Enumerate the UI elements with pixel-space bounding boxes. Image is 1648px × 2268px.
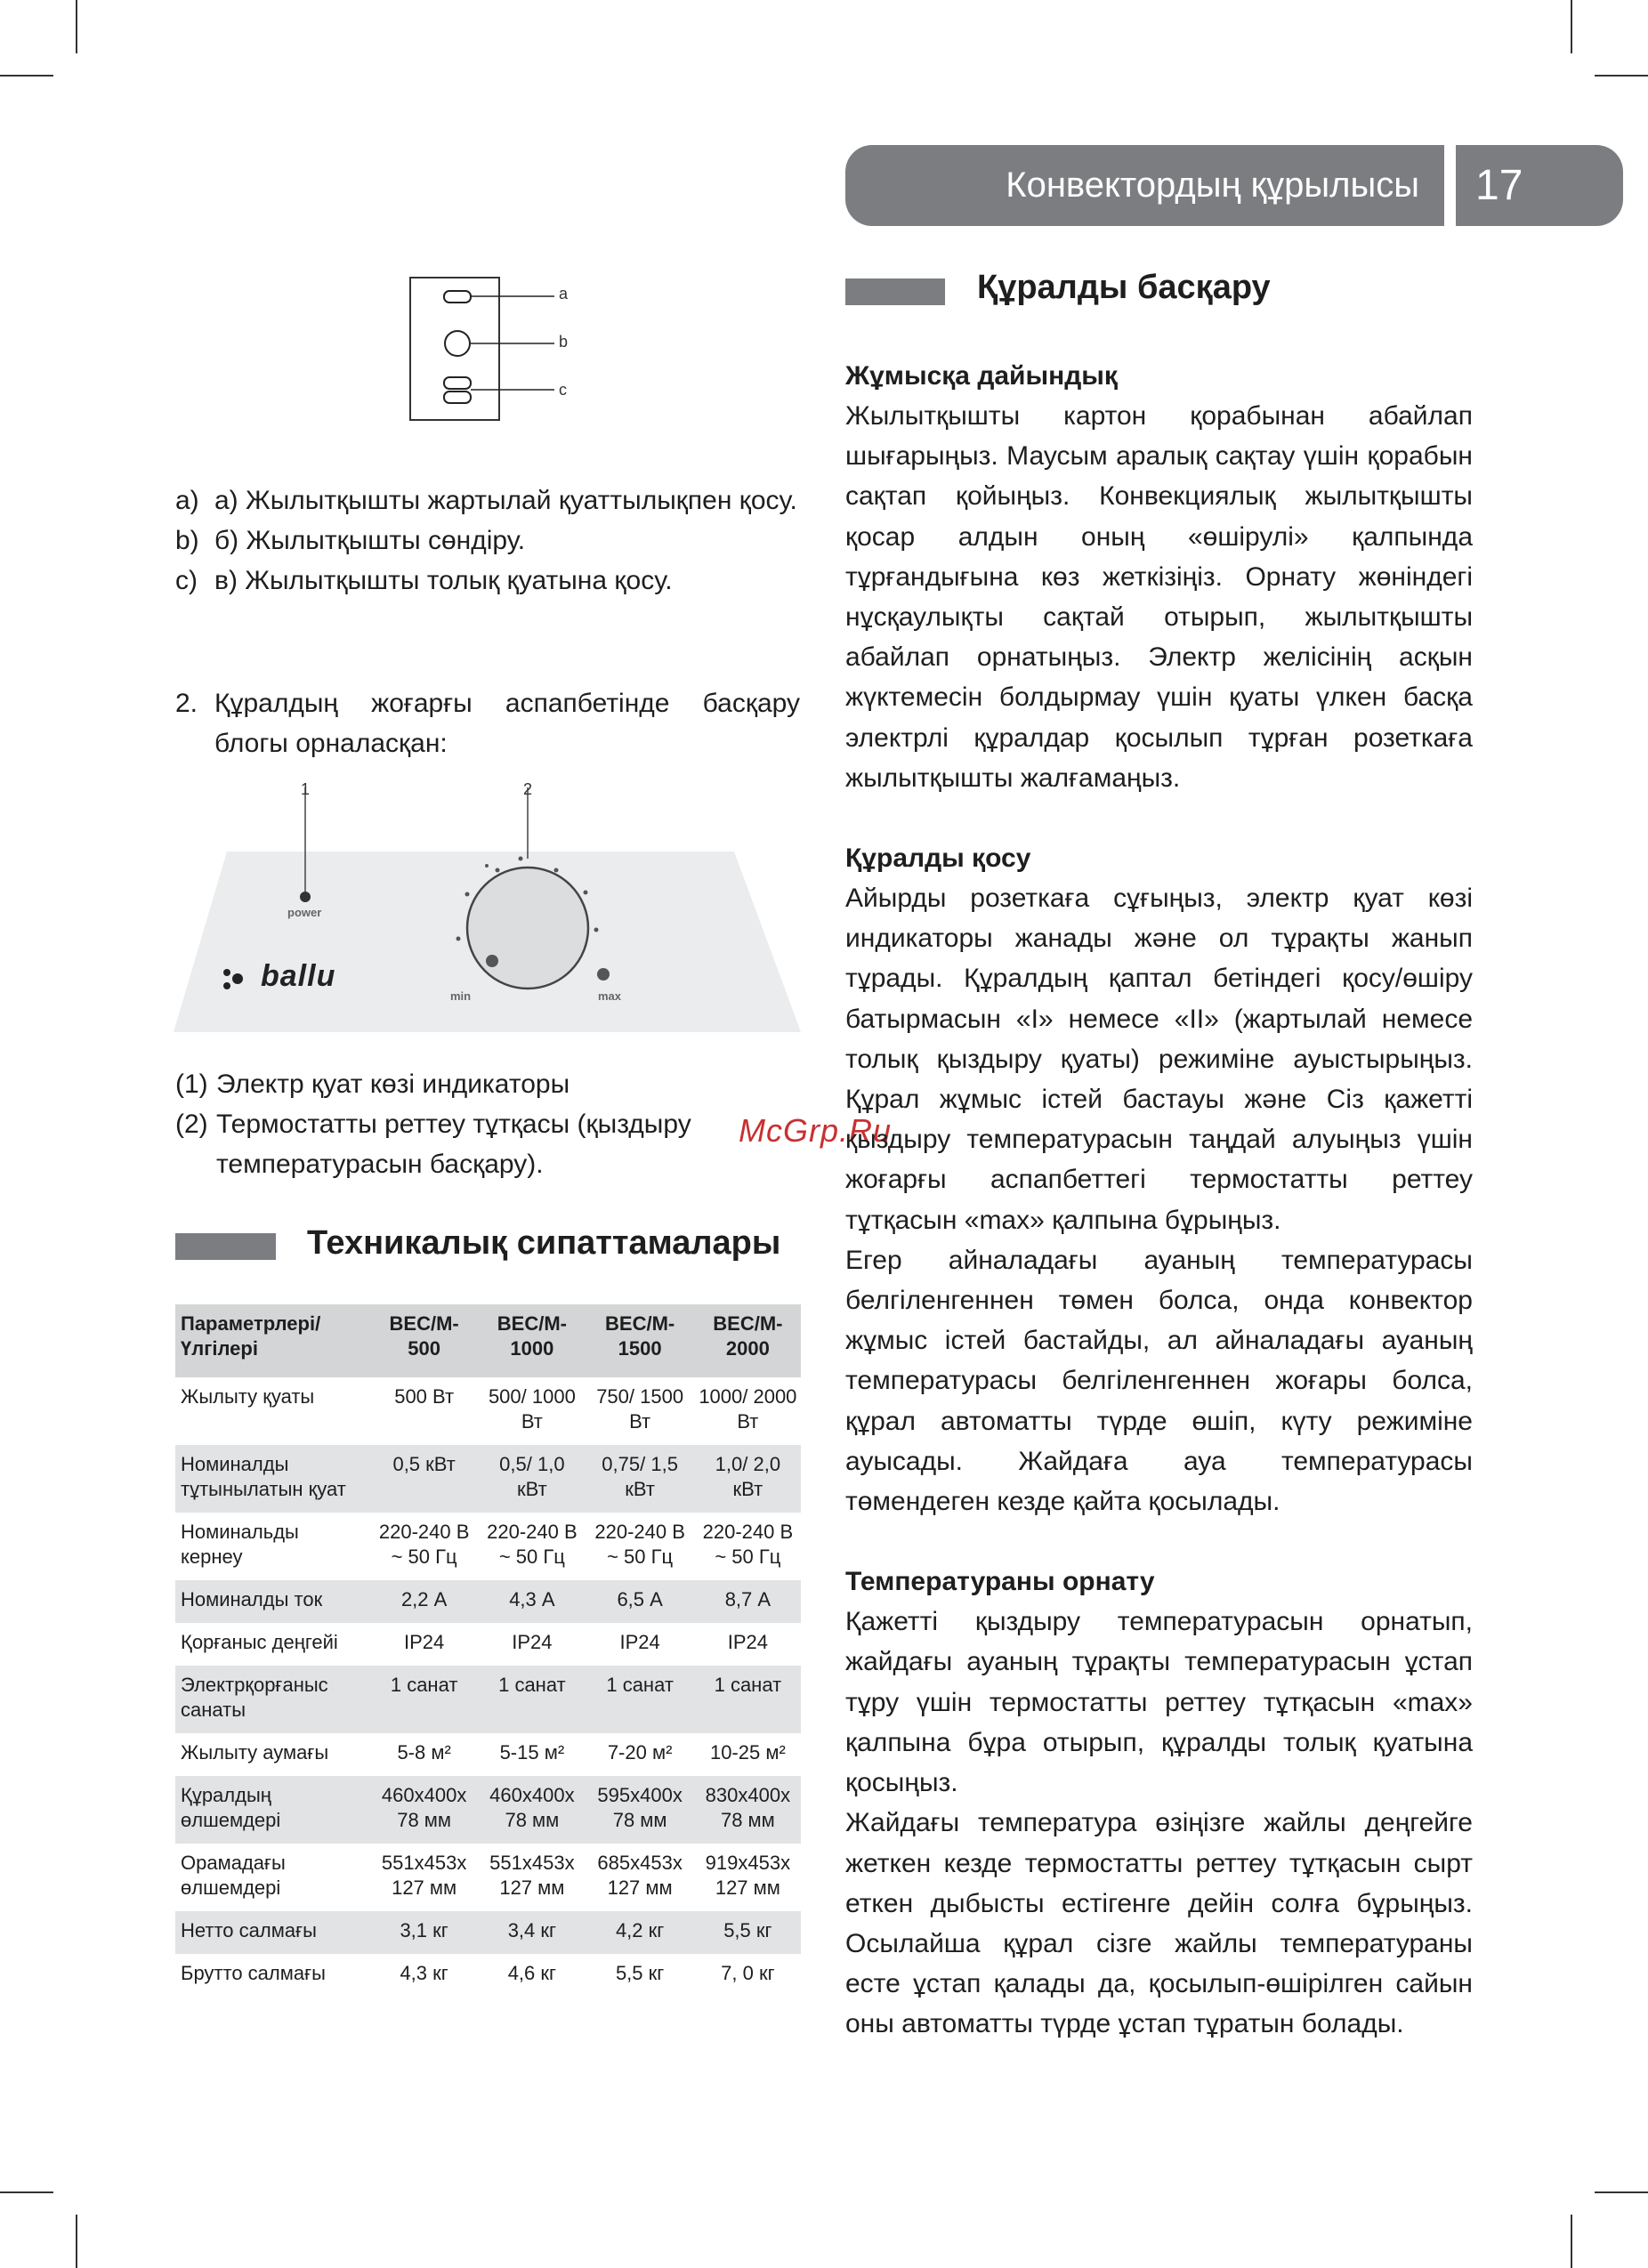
table-cell: Орамадағы өлшемдері [181,1852,286,1899]
list-item [175,561,800,601]
table-cell: 1 санат [477,1666,585,1733]
table-cell: 750/ 1500 Вт [596,1385,684,1433]
diagram-label-a: a [559,285,569,303]
table-cell: Жылыту қуаты [181,1385,315,1408]
table-cell: 830x400x 78 мм [693,1776,801,1844]
list-item [175,683,800,763]
table-cell: 8,7 А [693,1580,801,1623]
table-cell: 4,6 кг [507,1962,557,1984]
crop-mark [1595,75,1648,77]
table-cell: IP24 [727,1631,768,1653]
table-cell: 5-15 м² [499,1741,565,1764]
table-row [175,1377,801,1445]
list-text: Электр қуат көзі индикаторы [216,1069,570,1099]
crop-mark [1571,2215,1572,2268]
max-label: max [598,989,622,1003]
table-cell: 220-240 В ~ 50 Гц [487,1521,578,1568]
operation-title: Құралды басқару [977,269,1271,306]
crop-mark [76,0,77,53]
list-item [175,1104,800,1184]
table-cell: 551x453x 127 мм [381,1852,467,1899]
table-cell: 4,2 кг [586,1911,693,1954]
table-cell: 0,5 кВт [369,1445,477,1513]
paragraph: Егер айналадағы ауаның температурасы белгіленгеннен төмен болса, онда конвектор жұмыс істей бастайды, ал айналадағы ауаның температурасы белгіленгеннен жоғары болса, құрал автоматты түрде өшіп, күту режиміне ауысады. Жайдаға ауа температурасы төмендеген кезде қайта қосылады. [845,1245,1473,1517]
table-cell: 7, 0 кг [721,1962,775,1984]
operation-body [845,356,1473,2045]
table-cell: 5,5 кг [615,1962,665,1984]
specs-title: Техникалық сипаттамалары [307,1224,781,1262]
table-cell: Қорғаныс деңгейі [181,1631,338,1653]
table-cell: 7-20 м² [607,1741,673,1764]
table-cell: 460x400x 78 мм [477,1776,585,1844]
section-heading: Температураны орнату [845,1567,1155,1597]
table-cell: IP24 [619,1631,660,1653]
panel-list [175,1064,800,1184]
switch-diagram [405,274,610,425]
control-panel-illustration [174,779,805,1037]
table-cell: 1 санат [369,1666,477,1733]
table-cell: 460x400x 78 мм [369,1776,477,1844]
table-row [175,1445,801,1513]
table-row [175,1954,801,1997]
table-row [175,1666,801,1733]
table-cell: Жылыту аумағы [181,1741,329,1764]
table-cell: 4,3 кг [400,1962,448,1984]
section-bar [175,1233,276,1260]
table-cell: 10-25 м² [709,1741,786,1764]
specs-table [175,1304,801,1997]
table-row [175,1911,801,1954]
list-marker: (2) [175,1110,208,1139]
crop-mark [1571,0,1572,53]
list-text: в) Жылытқышты толық қуатына қосу. [214,566,673,595]
list-text: а) Жылытқышты жартылай қуаттылықпен қосу. [214,486,797,515]
diagram-label-c: c [559,381,567,399]
crop-mark [0,2191,53,2193]
table-cell: Номиналды ток [175,1580,369,1623]
crop-mark [76,2215,77,2268]
list-marker: b) [175,526,199,555]
table-cell: Нетто салмағы [175,1911,369,1954]
table-cell: 1 санат [693,1666,801,1733]
table-row [175,1580,801,1623]
list-marker: (1) [175,1069,208,1099]
table-cell: 919x453x 127 мм [705,1852,791,1899]
watermark: McGrp.Ru [739,1112,893,1149]
list-item [175,521,800,561]
table-cell: Электрқорғаныс санаты [175,1666,369,1733]
table-row [175,1513,801,1580]
paragraph: Жайдағы температура өзіңізге жайлы деңгейге жеткен кезде термостатты реттеу тұтқасын сырт еткен дыбысты естігенге дейін солға бұрыңыз. Осылайша құрал сізге жайлы температураны есте ұстап қалады да, қосылып-өшірілген сайын оны автоматты түрде ұстап тұратын болады. [845,1808,1473,2039]
header-cell: BEC/M-2000 [693,1304,801,1377]
min-label: min [450,989,472,1003]
table-cell: 500 Вт [394,1385,455,1408]
header-cell: Параметрлері/ Үлгілері [175,1304,369,1377]
list-item [175,1064,800,1104]
header-cell: BEC/M-500 [369,1304,477,1377]
paragraph: Жылытқышты картон қорабынан абайлап шығарыңыз. Маусым аралық сақтау үшін қорабын сақтап қойыңыз. Конвекциялық жылытқышты қосар алдын оның «өшірулі» қалпында тұрғандығына көз жеткізіңіз. Орнату жөніндегі нұсқаулықты сақтай отырып, жылытқышты абайлап орнатыңыз. Электр желісінің асқын жүктемесін болдырмау үшін қуаты үлкен басқа электрлі құралдар қосылып тұрған розеткаға жылытқышты жалғамаңыз. [845,401,1473,793]
power-label: power [287,906,322,919]
list-text: Термостатты реттеу тұтқасы (қыздыру температурасын басқару). [216,1110,691,1179]
list-marker: c) [175,566,198,595]
control-item [175,683,800,763]
table-cell: 551x453x 127 мм [489,1852,575,1899]
page-number: 17 [1456,145,1623,226]
table-row [175,1776,801,1844]
list-text: Құралдың жоғарғы аспапбетінде басқару блогы орналасқан: [214,689,800,758]
table-cell: 0,75/ 1,5 кВт [586,1445,693,1513]
list-marker: 2. [175,689,198,718]
switch-list [175,480,800,601]
table-cell: 595x400x 78 мм [586,1776,693,1844]
table-cell: 6,5 А [586,1580,693,1623]
brand-label: ballu [261,959,336,993]
table-cell: 2,2 А [369,1580,477,1623]
table-cell: 685x453x 127 мм [597,1852,683,1899]
table-cell: 220-240 В ~ 50 Гц [594,1521,685,1568]
callout-1: 1 [301,780,311,798]
table-cell: 3,1 кг [369,1911,477,1954]
table-header-row [175,1304,801,1377]
table-cell: 220-240 В ~ 50 Гц [378,1521,470,1568]
table-cell: 4,3 А [477,1580,585,1623]
section-bar [845,278,945,305]
table-cell: 0,5/ 1,0 кВт [477,1445,585,1513]
table-cell: IP24 [512,1631,553,1653]
section-heading: Құралды қосу [845,843,1031,874]
crop-mark [1595,2191,1648,2193]
table-cell: 1000/ 2000 Вт [699,1385,797,1433]
crop-mark [0,75,53,77]
table-cell: 5-8 м² [397,1741,451,1764]
section-heading: Жұмысқа дайындық [845,361,1118,391]
callout-2: 2 [523,780,533,798]
table-cell: IP24 [403,1631,445,1653]
paragraph: Қажетті қыздыру температурасын орнатып, жайдағы ауаның тұрақты температурасын ұстап тұру үшін термостатты реттеу тұтқасын «max» қалпына бұра отырып, құралды толық қуатына қосыңыз. [845,1607,1473,1798]
table-cell: 3,4 кг [477,1911,585,1954]
list-text: б) Жылытқышты сөндіру. [214,526,526,555]
header-cell: BEC/M-1500 [586,1304,693,1377]
table-row [175,1733,801,1776]
table-cell: 1 санат [586,1666,693,1733]
table-cell: 220-240 В ~ 50 Гц [702,1521,794,1568]
header-title: Конвектордың құрылысы [845,145,1444,226]
table-cell: Номинальды кернеу [181,1521,299,1568]
table-cell: 500/ 1000 Вт [488,1385,576,1433]
table-cell: 5,5 кг [693,1911,801,1954]
table-row [175,1844,801,1911]
table-row [175,1623,801,1666]
table-cell: 1,0/ 2,0 кВт [693,1445,801,1513]
table-cell: Брутто салмағы [181,1962,326,1984]
table-cell: Құралдың өлшемдері [175,1776,369,1844]
list-marker: a) [175,486,199,515]
diagram-label-b: b [559,333,569,351]
list-item [175,480,800,521]
paragraph: Айырды розеткаға сұғыңыз, электр қуат көзі индикаторы жанады және ол тұрақты жанып тұрады. Құралдың қаптал бетіндегі қосу/өшіру батырмасын «I» немесе «II» (жартылай немесе толық қыздыру қуаты) режиміне ауыстырыңыз. Құрал жұмыс істей бастауы және Сіз қажетті қыздыру температурасын таңдай алуыңыз үшін жоғарғы аспапбеттегі термостатты реттеу тұтқасын «max» қалпына бұрыңыз. [845,884,1473,1235]
header-cell: BEC/M-1000 [477,1304,585,1377]
table-cell: Номиналды тұтынылатын қуат [175,1445,369,1513]
